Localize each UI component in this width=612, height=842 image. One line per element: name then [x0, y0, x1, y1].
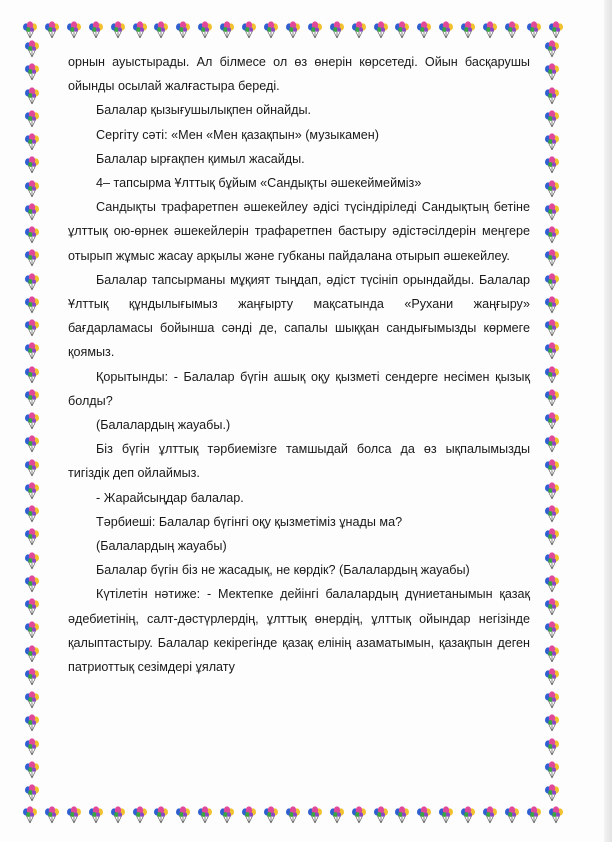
balloon-cluster-icon [132, 21, 148, 39]
balloon-cluster-icon [544, 528, 560, 546]
balloon-cluster-icon [544, 156, 560, 174]
balloon-cluster-icon [24, 40, 40, 58]
balloon-cluster-icon [544, 180, 560, 198]
paragraph-6: Сандықты трафаретпен әшекейлеу әдісі түсіндіріледі Сандықтың бетіне ұлттық ою-өрнек әшекейлерін трафаретпен бастыру әдістәсілдерін меңгере отырып жұмыс жасау арқылы және губканы пайдалана отырып әшекейлеу. [68, 200, 530, 263]
paragraph-5: 4– тапсырма Ұлттық бұйым «Сандықты әшекеймейміз» [96, 176, 422, 191]
balloon-cluster-icon [394, 21, 410, 39]
balloon-cluster-icon [544, 575, 560, 593]
balloon-cluster-icon [24, 249, 40, 267]
balloon-cluster-icon [460, 806, 476, 824]
balloon-cluster-icon [544, 63, 560, 81]
balloon-cluster-icon [88, 21, 104, 39]
balloon-cluster-icon [504, 806, 520, 824]
balloon-cluster-icon [24, 156, 40, 174]
balloon-cluster-icon [24, 691, 40, 709]
paragraph-15: Күтілетін нәтиже: - Мектепке дейінгі балалардың дүниетанымын қазақ әдебиетінің, салт-дәстүрлердің, ұлттық өнердің, ұлттық ойындар негізінде қалыптастыру. Балалар кекірегінде қазақ елінің азаматымын, қазақпын деген патриоттық сезімдері ұялату [68, 587, 530, 675]
balloon-cluster-icon [24, 366, 40, 384]
balloon-cluster-icon [544, 366, 560, 384]
balloon-cluster-icon [197, 806, 213, 824]
balloon-cluster-icon [24, 505, 40, 523]
balloon-cluster-icon [373, 21, 389, 39]
balloon-cluster-icon [438, 806, 454, 824]
paragraph-12: Тәрбиеші: Балалар бүгінгі оқу қызметіміз ұнады ма? [96, 514, 403, 529]
balloon-cluster-icon [24, 273, 40, 291]
balloon-cluster-icon [544, 249, 560, 267]
balloon-cluster-icon [22, 806, 38, 824]
balloon-cluster-icon [197, 21, 213, 39]
balloon-cluster-icon [24, 482, 40, 500]
balloon-cluster-icon [110, 806, 126, 824]
balloon-cluster-icon [285, 806, 301, 824]
balloon-cluster-icon [24, 598, 40, 616]
balloon-cluster-icon [329, 21, 345, 39]
balloon-cluster-icon [24, 110, 40, 128]
balloon-cluster-icon [482, 806, 498, 824]
balloon-cluster-icon [24, 87, 40, 105]
paragraph-2: Балалар қызығушылықпен ойнайды. [96, 103, 312, 118]
balloon-cluster-icon [263, 21, 279, 39]
balloon-cluster-icon [544, 691, 560, 709]
paragraph-7: Балалар тапсырманы мұқият тыңдап, әдіст түсініп орындайды. Балалар Ұлттық құндылығымыз жаңғырту мақсатында «Рухани жаңғыру» бағдарламасы бойынша сәнді де, сапалы шыққан сандығымызды көрмеге қоямыз. [68, 272, 530, 360]
balloon-cluster-icon [24, 296, 40, 314]
balloon-cluster-icon [285, 21, 301, 39]
balloon-cluster-icon [153, 21, 169, 39]
balloon-cluster-icon [66, 806, 82, 824]
balloon-cluster-icon [351, 21, 367, 39]
paragraph-4: Балалар ырғақпен қимыл жасайды. [96, 151, 305, 166]
balloon-cluster-icon [153, 806, 169, 824]
balloon-cluster-icon [544, 40, 560, 58]
border-bottom [22, 805, 564, 825]
balloon-cluster-icon [307, 21, 323, 39]
balloon-cluster-icon [548, 806, 564, 824]
balloon-cluster-icon [24, 226, 40, 244]
balloon-cluster-icon [24, 319, 40, 337]
balloon-cluster-icon [544, 738, 560, 756]
balloon-cluster-icon [241, 21, 257, 39]
balloon-cluster-icon [24, 714, 40, 732]
balloon-cluster-icon [175, 806, 191, 824]
balloon-cluster-icon [24, 738, 40, 756]
balloon-cluster-icon [544, 598, 560, 616]
balloon-cluster-icon [544, 412, 560, 430]
paragraph-9: (Балалардың жауабы.) [96, 418, 231, 433]
balloon-cluster-icon [544, 203, 560, 221]
balloon-cluster-icon [24, 645, 40, 663]
paragraph-1: орнын ауыстырады. Ал білмесе ол өз өнерін көрсетеді. Ойын басқарушы ойынды осылай жалғастыра береді. [68, 55, 530, 94]
balloon-cluster-icon [24, 621, 40, 639]
balloon-cluster-icon [351, 806, 367, 824]
balloon-cluster-icon [416, 806, 432, 824]
balloon-cluster-icon [544, 87, 560, 105]
paragraph-14: Балалар бүгін біз не жасадық, не көрдік? (Балалардың жауабы) [96, 563, 470, 578]
balloon-cluster-icon [544, 273, 560, 291]
balloon-cluster-icon [544, 319, 560, 337]
balloon-cluster-icon [24, 133, 40, 151]
balloon-cluster-icon [544, 668, 560, 686]
balloon-cluster-icon [307, 806, 323, 824]
balloon-cluster-icon [219, 21, 235, 39]
balloon-cluster-icon [544, 552, 560, 570]
balloon-cluster-icon [24, 459, 40, 477]
balloon-cluster-icon [44, 21, 60, 39]
body-text [68, 50, 530, 679]
balloon-cluster-icon [482, 21, 498, 39]
balloon-cluster-icon [544, 226, 560, 244]
balloon-cluster-icon [24, 203, 40, 221]
balloon-cluster-icon [24, 63, 40, 81]
paragraph-11: - Жарайсыңдар балалар. [96, 490, 244, 505]
balloon-cluster-icon [24, 552, 40, 570]
balloon-cluster-icon [24, 180, 40, 198]
border-right [544, 40, 560, 802]
border-left [24, 40, 40, 802]
balloon-cluster-icon [24, 575, 40, 593]
balloon-cluster-icon [544, 342, 560, 360]
balloon-cluster-icon [526, 21, 542, 39]
balloon-cluster-icon [24, 528, 40, 546]
balloon-cluster-icon [544, 459, 560, 477]
balloon-cluster-icon [24, 389, 40, 407]
balloon-cluster-icon [24, 761, 40, 779]
balloon-cluster-icon [88, 806, 104, 824]
balloon-cluster-icon [548, 21, 564, 39]
balloon-cluster-icon [132, 806, 148, 824]
balloon-cluster-icon [544, 110, 560, 128]
balloon-cluster-icon [24, 668, 40, 686]
balloon-cluster-icon [24, 412, 40, 430]
balloon-cluster-icon [66, 21, 82, 39]
balloon-cluster-icon [22, 21, 38, 39]
balloon-cluster-icon [526, 806, 542, 824]
balloon-cluster-icon [544, 133, 560, 151]
balloon-cluster-icon [544, 505, 560, 523]
balloon-cluster-icon [24, 342, 40, 360]
scan-edge [604, 0, 612, 842]
balloon-cluster-icon [504, 21, 520, 39]
balloon-cluster-icon [394, 806, 410, 824]
balloon-cluster-icon [110, 21, 126, 39]
paragraph-13: (Балалардың жауабы) [96, 539, 227, 554]
balloon-cluster-icon [544, 714, 560, 732]
balloon-cluster-icon [241, 806, 257, 824]
balloon-cluster-icon [219, 806, 235, 824]
balloon-cluster-icon [544, 389, 560, 407]
balloon-cluster-icon [175, 21, 191, 39]
balloon-cluster-icon [544, 621, 560, 639]
balloon-cluster-icon [544, 784, 560, 802]
paragraph-10: Біз бүгін ұлттық тәрбиемізге тамшыдай болса да өз ықпалымызды тигіздік деп ойлаймыз. [68, 442, 530, 481]
paragraph-8: Қорытынды: - Балалар бүгін ашық оқу қызметі сендерге несімен қызық болды? [68, 369, 530, 408]
balloon-cluster-icon [544, 645, 560, 663]
border-top [22, 20, 564, 40]
balloon-cluster-icon [544, 482, 560, 500]
balloon-cluster-icon [544, 296, 560, 314]
balloon-cluster-icon [416, 21, 432, 39]
balloon-cluster-icon [460, 21, 476, 39]
balloon-cluster-icon [438, 21, 454, 39]
balloon-cluster-icon [544, 761, 560, 779]
paragraph-3: Сергіту сәті: «Мен «Мен қазақпын» (музыкамен) [96, 127, 379, 142]
balloon-cluster-icon [544, 435, 560, 453]
balloon-cluster-icon [44, 806, 60, 824]
balloon-cluster-icon [373, 806, 389, 824]
balloon-cluster-icon [24, 435, 40, 453]
balloon-cluster-icon [329, 806, 345, 824]
balloon-cluster-icon [263, 806, 279, 824]
balloon-cluster-icon [24, 784, 40, 802]
